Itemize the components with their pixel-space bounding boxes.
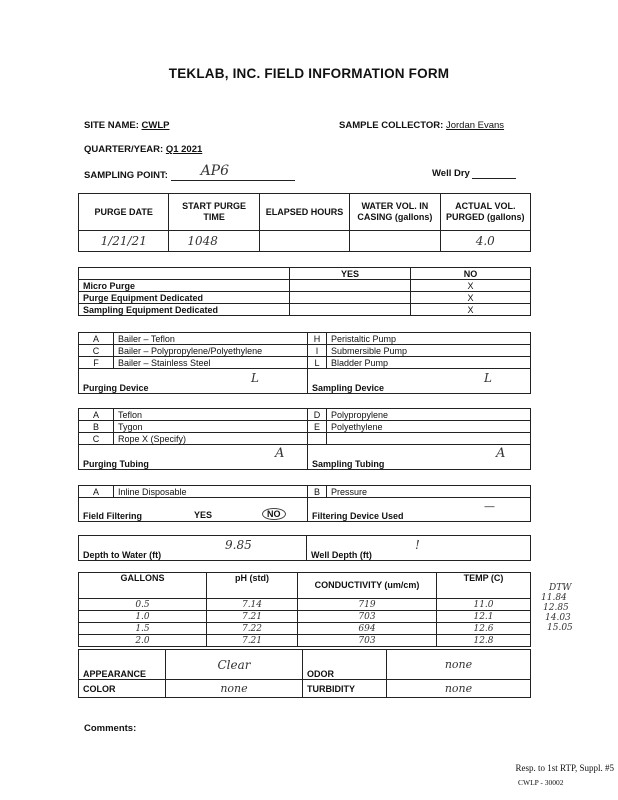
- purging-tubing-cell: [79, 445, 308, 470]
- device-name: Peristaltic Pump: [327, 333, 531, 345]
- equip-row-label: Sampling Equipment Dedicated: [79, 304, 290, 316]
- tubing-name: Tygon: [114, 421, 308, 433]
- depth-table: [78, 535, 531, 561]
- well-dry-field: [432, 167, 516, 179]
- color-value: none: [166, 680, 303, 698]
- well-depth-cell: [307, 536, 531, 561]
- field-filtering-yes: YES: [194, 510, 213, 520]
- tubing-name: Teflon: [114, 409, 308, 421]
- filter-table: [78, 485, 531, 522]
- reading-conductivity: 719: [298, 599, 437, 611]
- elapsed-hours-value: [259, 231, 349, 252]
- tubing-table: [78, 408, 531, 470]
- tubing-code: C: [79, 433, 114, 445]
- purging-tubing-value: A: [275, 446, 285, 461]
- site-name-field: [84, 120, 170, 131]
- conductivity-header: CONDUCTIVITY (um/cm): [298, 573, 437, 599]
- readings-table: [78, 572, 531, 647]
- depth-to-water-value: 9.85: [225, 538, 252, 552]
- reading-conductivity: 694: [298, 623, 437, 635]
- equip-row-label: Micro Purge: [79, 280, 290, 292]
- purge-table: [78, 193, 531, 252]
- device-code: I: [308, 345, 327, 357]
- tubing-name: Rope X (Specify): [114, 433, 308, 445]
- sampling-point-field: [84, 163, 295, 181]
- device-code: F: [79, 357, 114, 369]
- tubing-code: [308, 433, 327, 445]
- reading-gallons: 0.5: [79, 599, 207, 611]
- sampling-tubing-value: A: [496, 446, 506, 461]
- side-note: DTW: [549, 583, 572, 593]
- turbidity-value: none: [387, 680, 531, 698]
- sampling-device-value: L: [484, 371, 492, 385]
- odor-value: none: [387, 650, 531, 680]
- equip-row-yes: [290, 280, 411, 292]
- reading-temp: 12.6: [437, 623, 531, 635]
- reading-conductivity: 703: [298, 635, 437, 647]
- filter-name: Inline Disposable: [114, 486, 308, 498]
- purge-date-value: 1/21/21: [79, 231, 169, 252]
- elapsed-hours-header: ELAPSED HOURS: [259, 194, 349, 231]
- sample-collector-value: Jordan Evans: [445, 120, 505, 131]
- sample-collector-field: [339, 120, 504, 131]
- well-depth-label: Well Depth (ft): [311, 550, 372, 560]
- tubing-name: Polypropylene: [327, 409, 531, 421]
- quarter-year-value: Q1 2021: [165, 144, 203, 155]
- purging-device-cell: [79, 369, 308, 394]
- equip-row-yes: [290, 292, 411, 304]
- device-code: A: [79, 333, 114, 345]
- well-dry-line: [472, 167, 516, 179]
- reading-temp: 12.1: [437, 611, 531, 623]
- equip-row-no: X: [411, 304, 531, 316]
- reading-temp: 12.8: [437, 635, 531, 647]
- sampling-point-line: [171, 163, 295, 181]
- odor-label: ODOR: [303, 650, 387, 680]
- device-name: Bladder Pump: [327, 357, 531, 369]
- filtering-device-value: —: [484, 500, 495, 513]
- well-dry-label: Well Dry: [432, 168, 470, 179]
- field-filtering-no: NO: [262, 508, 286, 520]
- color-label: COLOR: [79, 680, 166, 698]
- equip-row-no: X: [411, 292, 531, 304]
- reading-ph: 7.22: [207, 623, 298, 635]
- turbidity-label: TURBIDITY: [303, 680, 387, 698]
- tubing-name: [327, 433, 531, 445]
- sampling-tubing-cell: [308, 445, 531, 470]
- appearance-value: Clear: [166, 650, 303, 680]
- form-title: TEKLAB, INC. FIELD INFORMATION FORM: [168, 66, 450, 81]
- actual-vol-header: ACTUAL VOL. PURGED (gallons): [440, 194, 530, 231]
- actual-vol-value: 4.0: [440, 231, 530, 252]
- reading-ph: 7.21: [207, 635, 298, 647]
- gallons-header: GALLONS: [79, 573, 207, 599]
- sampling-point-value: AP6: [200, 163, 229, 179]
- well-depth-value: !: [415, 538, 420, 552]
- filtering-device-cell: [308, 498, 531, 522]
- water-vol-header: WATER VOL. IN CASING (gallons): [350, 194, 440, 231]
- appearance-label: APPEARANCE: [79, 650, 166, 680]
- tubing-name: Polyethylene: [327, 421, 531, 433]
- reading-temp: 11.0: [437, 599, 531, 611]
- start-purge-value: 1048: [169, 231, 259, 252]
- reading-gallons: 1.0: [79, 611, 207, 623]
- sampling-point-label: SAMPLING POINT:: [84, 170, 168, 181]
- device-name: Bailer – Stainless Steel: [114, 357, 308, 369]
- depth-to-water-label: Depth to Water (ft): [83, 550, 162, 560]
- side-note: 15.05: [547, 623, 573, 633]
- device-table: [78, 332, 531, 394]
- device-name: Bailer – Teflon: [114, 333, 308, 345]
- reading-ph: 7.14: [207, 599, 298, 611]
- filter-code: A: [79, 486, 114, 498]
- equip-yes-header: YES: [290, 268, 411, 280]
- purging-device-label: Purging Device: [83, 383, 149, 393]
- sampling-device-label: Sampling Device: [312, 383, 385, 393]
- start-purge-header: START PURGE TIME: [169, 194, 259, 231]
- sample-collector-label: SAMPLE COLLECTOR:: [339, 120, 444, 131]
- filtering-device-label: Filtering Device Used: [312, 511, 404, 521]
- field-filtering-cell: [79, 498, 308, 522]
- purge-date-header: PURGE DATE: [79, 194, 169, 231]
- purging-device-value: L: [251, 371, 259, 385]
- quarter-year-label: QUARTER/YEAR:: [84, 144, 164, 155]
- reading-gallons: 2.0: [79, 635, 207, 647]
- tubing-code: E: [308, 421, 327, 433]
- device-name: Submersible Pump: [327, 345, 531, 357]
- side-note: 14.03: [545, 613, 571, 623]
- comments-label: Comments:: [84, 723, 137, 734]
- equip-no-header: NO: [411, 268, 531, 280]
- side-note: 12.85: [543, 603, 569, 613]
- ph-header: pH (std): [207, 573, 298, 599]
- side-note: 11.84: [541, 593, 567, 603]
- tubing-code: B: [79, 421, 114, 433]
- temp-header: TEMP (C): [437, 573, 531, 599]
- equip-row-label: Purge Equipment Dedicated: [79, 292, 290, 304]
- device-code: C: [79, 345, 114, 357]
- device-code: L: [308, 357, 327, 369]
- equipment-table: [78, 267, 531, 316]
- device-name: Bailer – Polypropylene/Polyethylene: [114, 345, 308, 357]
- tubing-code: D: [308, 409, 327, 421]
- sampling-tubing-label: Sampling Tubing: [312, 459, 385, 469]
- footer-line-1: Resp. to 1st RTP, Suppl. #5: [515, 763, 614, 773]
- quarter-year-field: [84, 144, 202, 155]
- field-filtering-label: Field Filtering: [83, 511, 143, 521]
- reading-gallons: 1.5: [79, 623, 207, 635]
- footer-line-2: CWLP - 30002: [518, 778, 564, 787]
- side-notes: [541, 583, 573, 633]
- depth-to-water-cell: [79, 536, 307, 561]
- filter-code: B: [308, 486, 327, 498]
- filter-name: Pressure: [327, 486, 531, 498]
- sampling-device-cell: [308, 369, 531, 394]
- water-vol-value: [350, 231, 440, 252]
- equip-row-yes: [290, 304, 411, 316]
- appearance-table: [78, 649, 531, 698]
- device-code: H: [308, 333, 327, 345]
- site-name-value: CWLP: [141, 120, 170, 131]
- equip-row-no: X: [411, 280, 531, 292]
- purging-tubing-label: Purging Tubing: [83, 459, 149, 469]
- site-name-label: SITE NAME:: [84, 120, 139, 131]
- reading-ph: 7.21: [207, 611, 298, 623]
- reading-conductivity: 703: [298, 611, 437, 623]
- tubing-code: A: [79, 409, 114, 421]
